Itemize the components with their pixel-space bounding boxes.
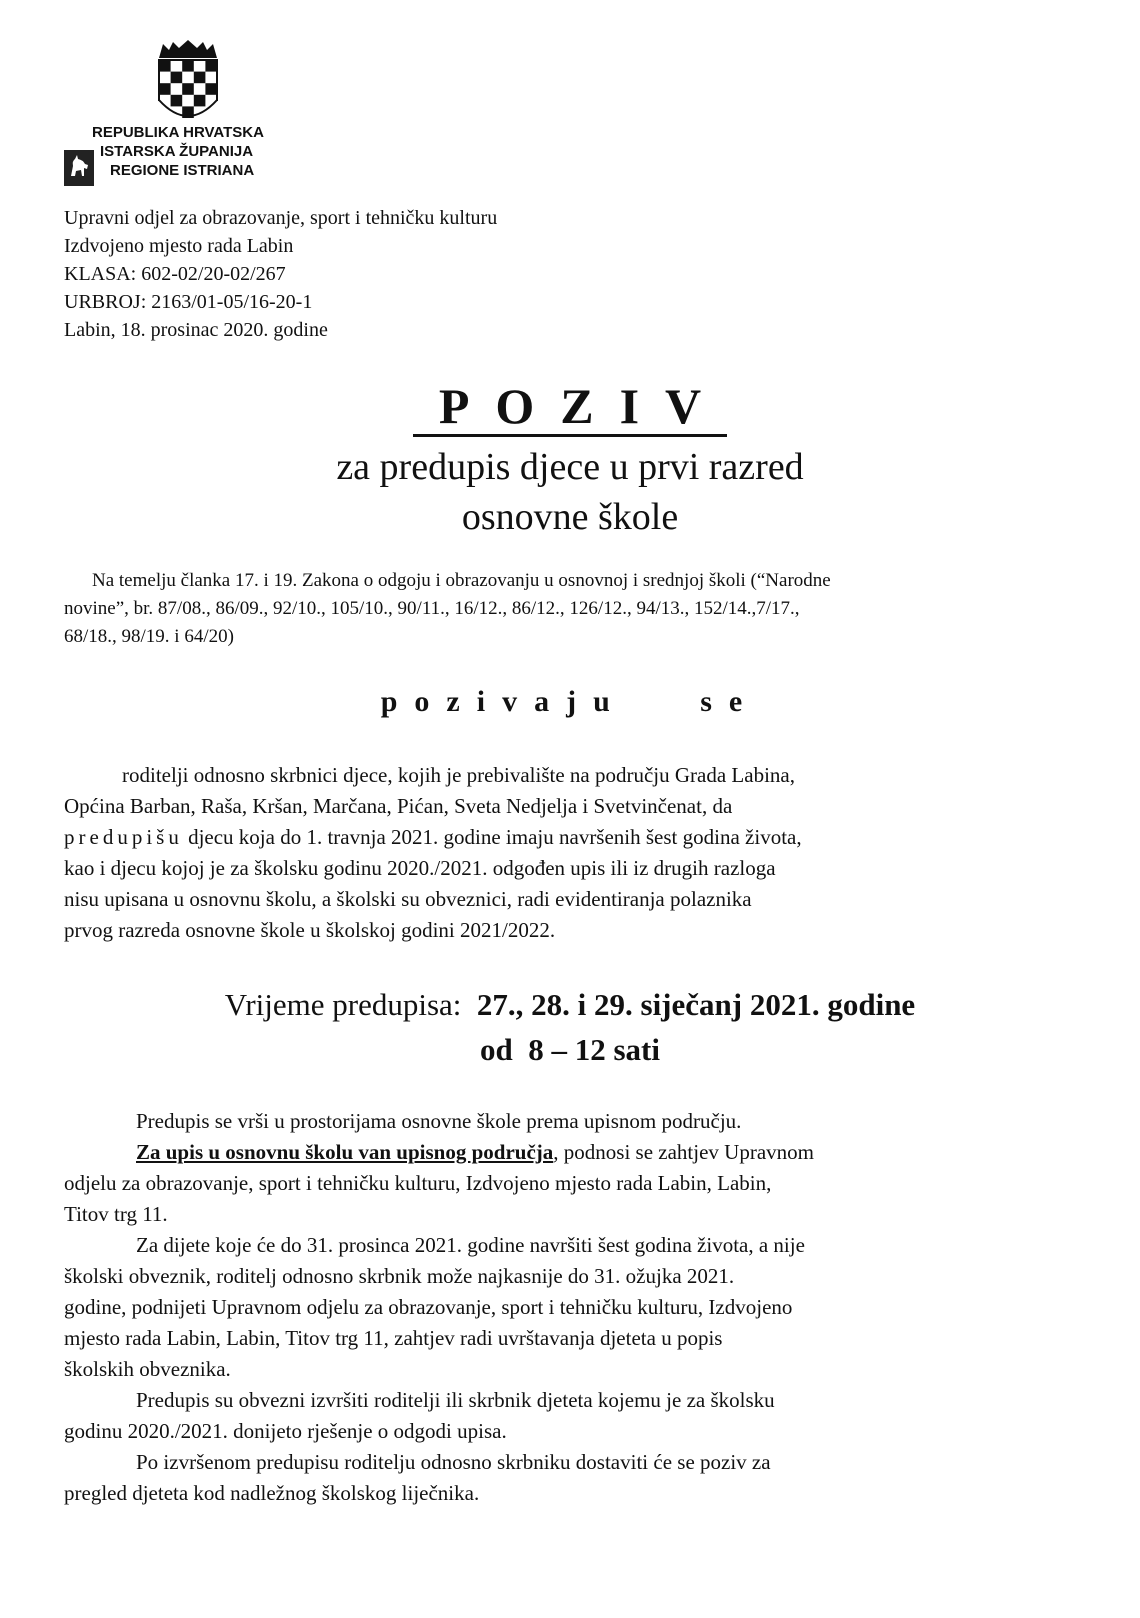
istria-goat-emblem-icon: [64, 150, 94, 186]
preregister-word: predupišu: [64, 825, 183, 849]
subtitle-line-2: osnovne škole: [461, 496, 679, 538]
out-of-area-note: Za upis u osnovnu školu van upisnog područja: [136, 1140, 554, 1164]
croatian-coat-of-arms-icon: [155, 40, 221, 130]
subtitle-line-1: za predupis djece u prvi razred: [336, 446, 804, 488]
county-name: ISTARSKA ŽUPANIJA: [100, 143, 254, 160]
republic-name: REPUBLIKA HRVATSKA: [92, 124, 264, 141]
urbroj: URBROJ: 2163/01-05/16-20-1: [64, 291, 313, 313]
procedure-text: Predupis se vrši u prostorijama osnovne škole prema upisnom području. Za upis u osnovnu školu van upisnog područja, podnosi se zahtjev Upravnom odjelu za obrazovanje, sport i tehničku kulturu, Izdvojeno mjesto rada Labin, Labin, Titov trg 11. Za dijete koje će do 31. prosinca 2021. godine navršiti šest godina života, a nije školski obveznik, roditelj odnosno skrbnik može najkasnije do 31. ožujka 2021. godine, podnijeti Upravnom odjelu za obrazovanje, sport i tehničku kulturu, Izdvojeno mjesto rada Labin, Labin, Titov trg 11, zahtjev radi uvrštavanja djeteta u popis školskih obveznika. Predupis su obvezni izvršiti roditelji ili skrbnik djeteta kojemu je za školsku godinu 2020./2021. donijeto rješenje o odgodi upisa. Po izvršenom predupisu roditelju odnosno skrbniku dostaviti će se poziv za pregled djeteta kod nadležnog školskog liječnika.: [64, 1109, 814, 1505]
date-place: Labin, 18. prosinac 2020. godine: [64, 319, 328, 341]
preregistration-time: [0, 985, 1140, 1025]
document-meta: [64, 204, 764, 344]
region-name: REGIONE ISTRIANA: [110, 162, 255, 179]
legal-basis: Na temelju članka 17. i 19. Zakona o odgoju i obrazovanju u osnovnoj i srednjoj školi (“Narodne novine”, br. 87/08., 86/09., 92/10., 105/10., 90/11., 16/12., 86/12., 126/12., 94/13., 152/14.,7/17., 68/18., 98/19. i 64/20): [64, 570, 831, 647]
invitation-paragraph: roditelji odnosno skrbnici djece, kojih je prebivalište na području Grada Labina, Općina Barban, Raša, Kršan, Marčana, Pićan, Sveta Nedjelja i Svetvinčenat, da predupišu djecu koja do 1. travnja 2021. godine imaju navršenih šest godina života, kao i djecu kojoj je za školsku godinu 2020./2021. odgođen upis ili iz drugih razloga nisu upisana u osnovnu školu, a školski su obveznici, radi evidentiranja polaznika prvog razreda osnovne škole u školskoj godini 2021/2022.: [64, 763, 802, 942]
office: Izdvojeno mjesto rada Labin: [64, 235, 294, 257]
document-title: POZIV: [0, 378, 1140, 434]
time-label: Vrijeme predupisa:: [224, 987, 462, 1022]
call-heading: pozivaju se: [380, 685, 760, 718]
preregistration-hours: od 8 – 12 sati: [480, 1032, 660, 1067]
time-dates: 27., 28. i 29. siječanj 2021. godine: [476, 987, 916, 1022]
klasa: KLASA: 602-02/20-02/267: [64, 263, 286, 285]
department: Upravni odjel za obrazovanje, sport i tehničku kulturu: [64, 207, 498, 229]
